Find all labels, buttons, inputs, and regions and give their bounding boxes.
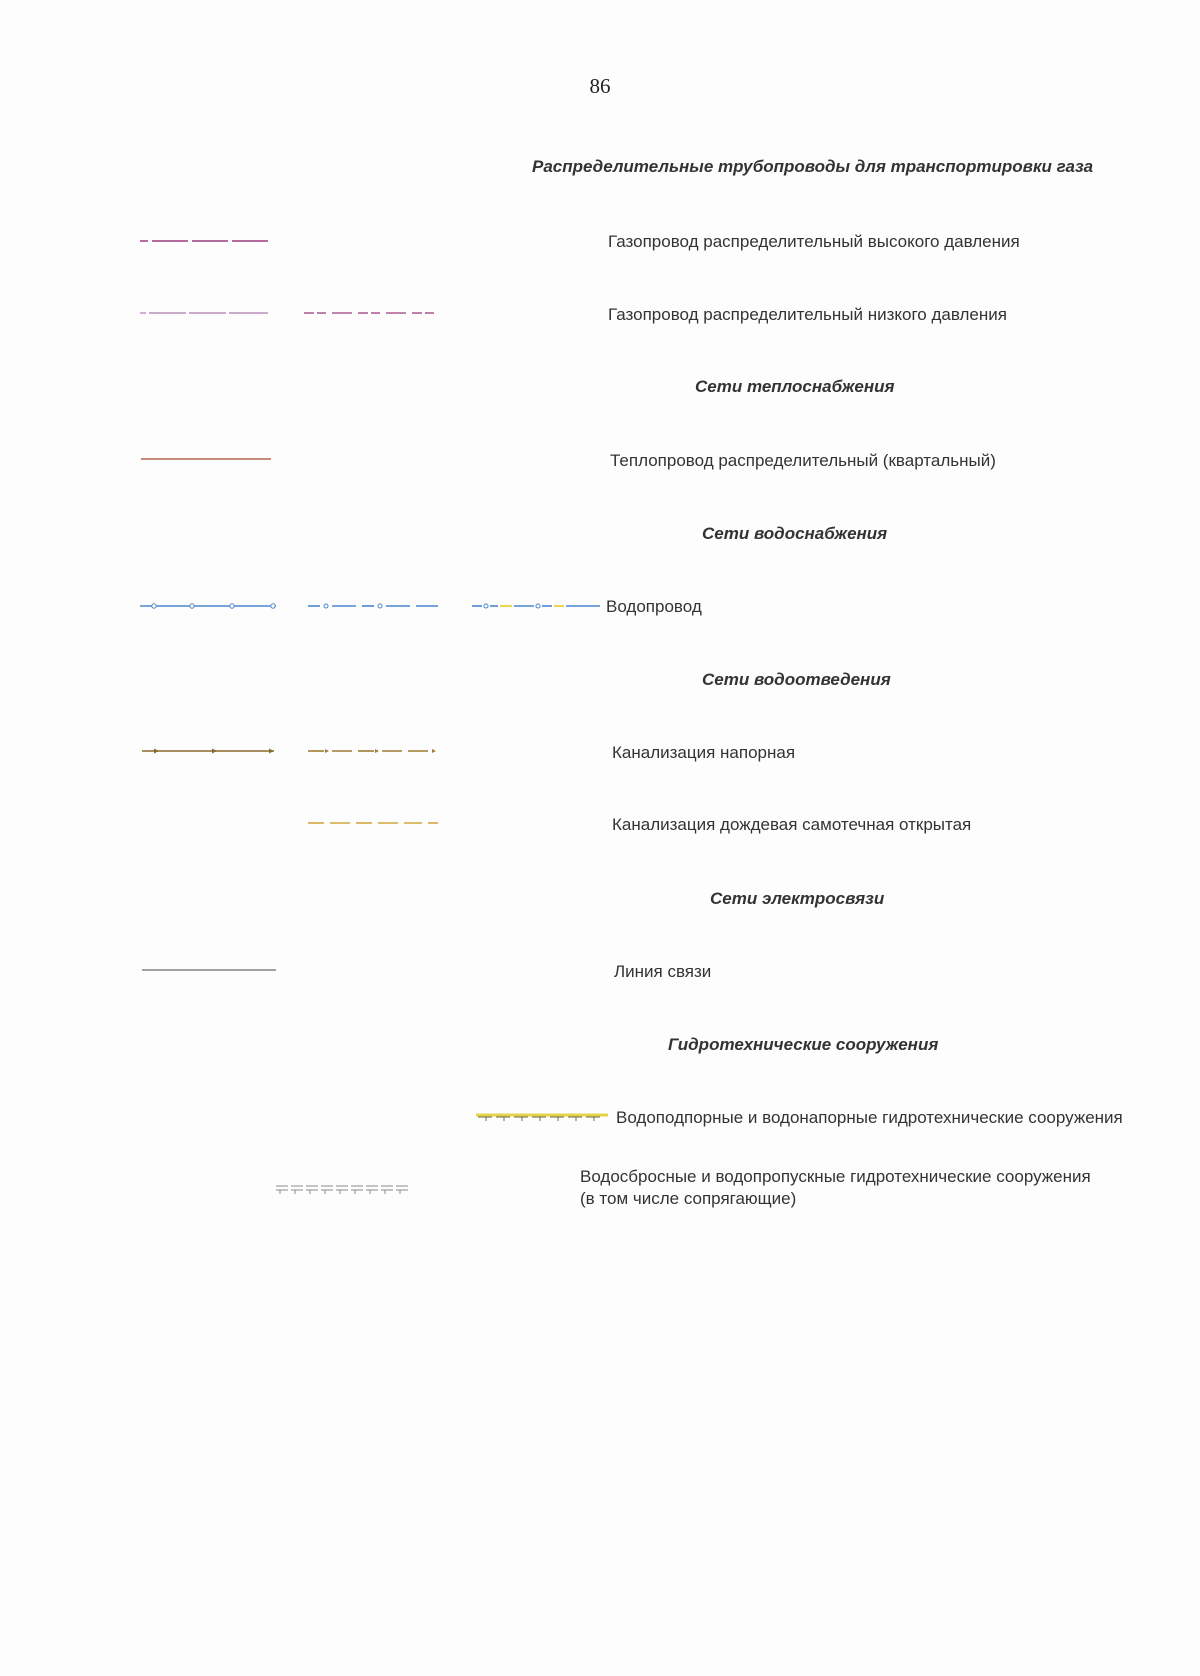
legend-label-hydro-spillway-line1: Водосбросные и водопропускные гидротехнические сооружения bbox=[580, 1167, 1091, 1186]
hydro-spillway-symbol bbox=[276, 1183, 408, 1195]
legend-label-heat-pipe: Теплопровод распределительный (квартальный) bbox=[610, 451, 996, 470]
sewer-pressure-dashed-symbol bbox=[308, 745, 440, 757]
water-pipe-symbol bbox=[140, 600, 276, 612]
legend-label-telecom-line: Линия связи bbox=[614, 962, 712, 981]
section-heading-telecom: Сети электросвязи bbox=[710, 889, 885, 908]
legend-label-gas-low: Газопровод распределительный низкого давления bbox=[608, 305, 1007, 324]
gas-high-pressure-symbol bbox=[140, 236, 270, 246]
section-heading-sewer: Сети водоотведения bbox=[702, 670, 891, 689]
legend-label-sewer-storm: Канализация дождевая самотечная открытая bbox=[612, 815, 972, 834]
gas-low-pressure-dashed-symbol bbox=[304, 308, 436, 318]
section-heading-gas: Распределительные трубопроводы для транспортировки газа bbox=[532, 157, 1094, 176]
section-heading-heat: Сети теплоснабжения bbox=[695, 377, 895, 396]
gas-low-pressure-symbol bbox=[140, 308, 270, 318]
water-pipe-accent-symbol bbox=[472, 600, 600, 612]
section-heading-water: Сети водоснабжения bbox=[702, 524, 888, 543]
hydro-retaining-symbol bbox=[476, 1110, 608, 1122]
sewer-pressure-symbol bbox=[142, 745, 276, 757]
heat-pipe-symbol bbox=[141, 454, 271, 464]
legend-label-hydro-spillway-line2: (в том числе сопрягающие) bbox=[580, 1189, 797, 1208]
water-pipe-dashed-symbol bbox=[308, 600, 438, 612]
sewer-storm-symbol bbox=[308, 817, 440, 829]
legend-label-sewer-pressure: Канализация напорная bbox=[612, 743, 796, 762]
legend-label-water-pipe: Водопровод bbox=[606, 597, 702, 616]
section-heading-hydro: Гидротехнические сооружения bbox=[668, 1035, 939, 1054]
legend-label-gas-high: Газопровод распределительный высокого давления bbox=[608, 232, 1020, 251]
legend-label-hydro-retaining: Водоподпорные и водонапорные гидротехнические сооружения bbox=[616, 1108, 1123, 1127]
telecom-line-symbol bbox=[142, 965, 276, 975]
page-number: 86 bbox=[589, 74, 611, 98]
